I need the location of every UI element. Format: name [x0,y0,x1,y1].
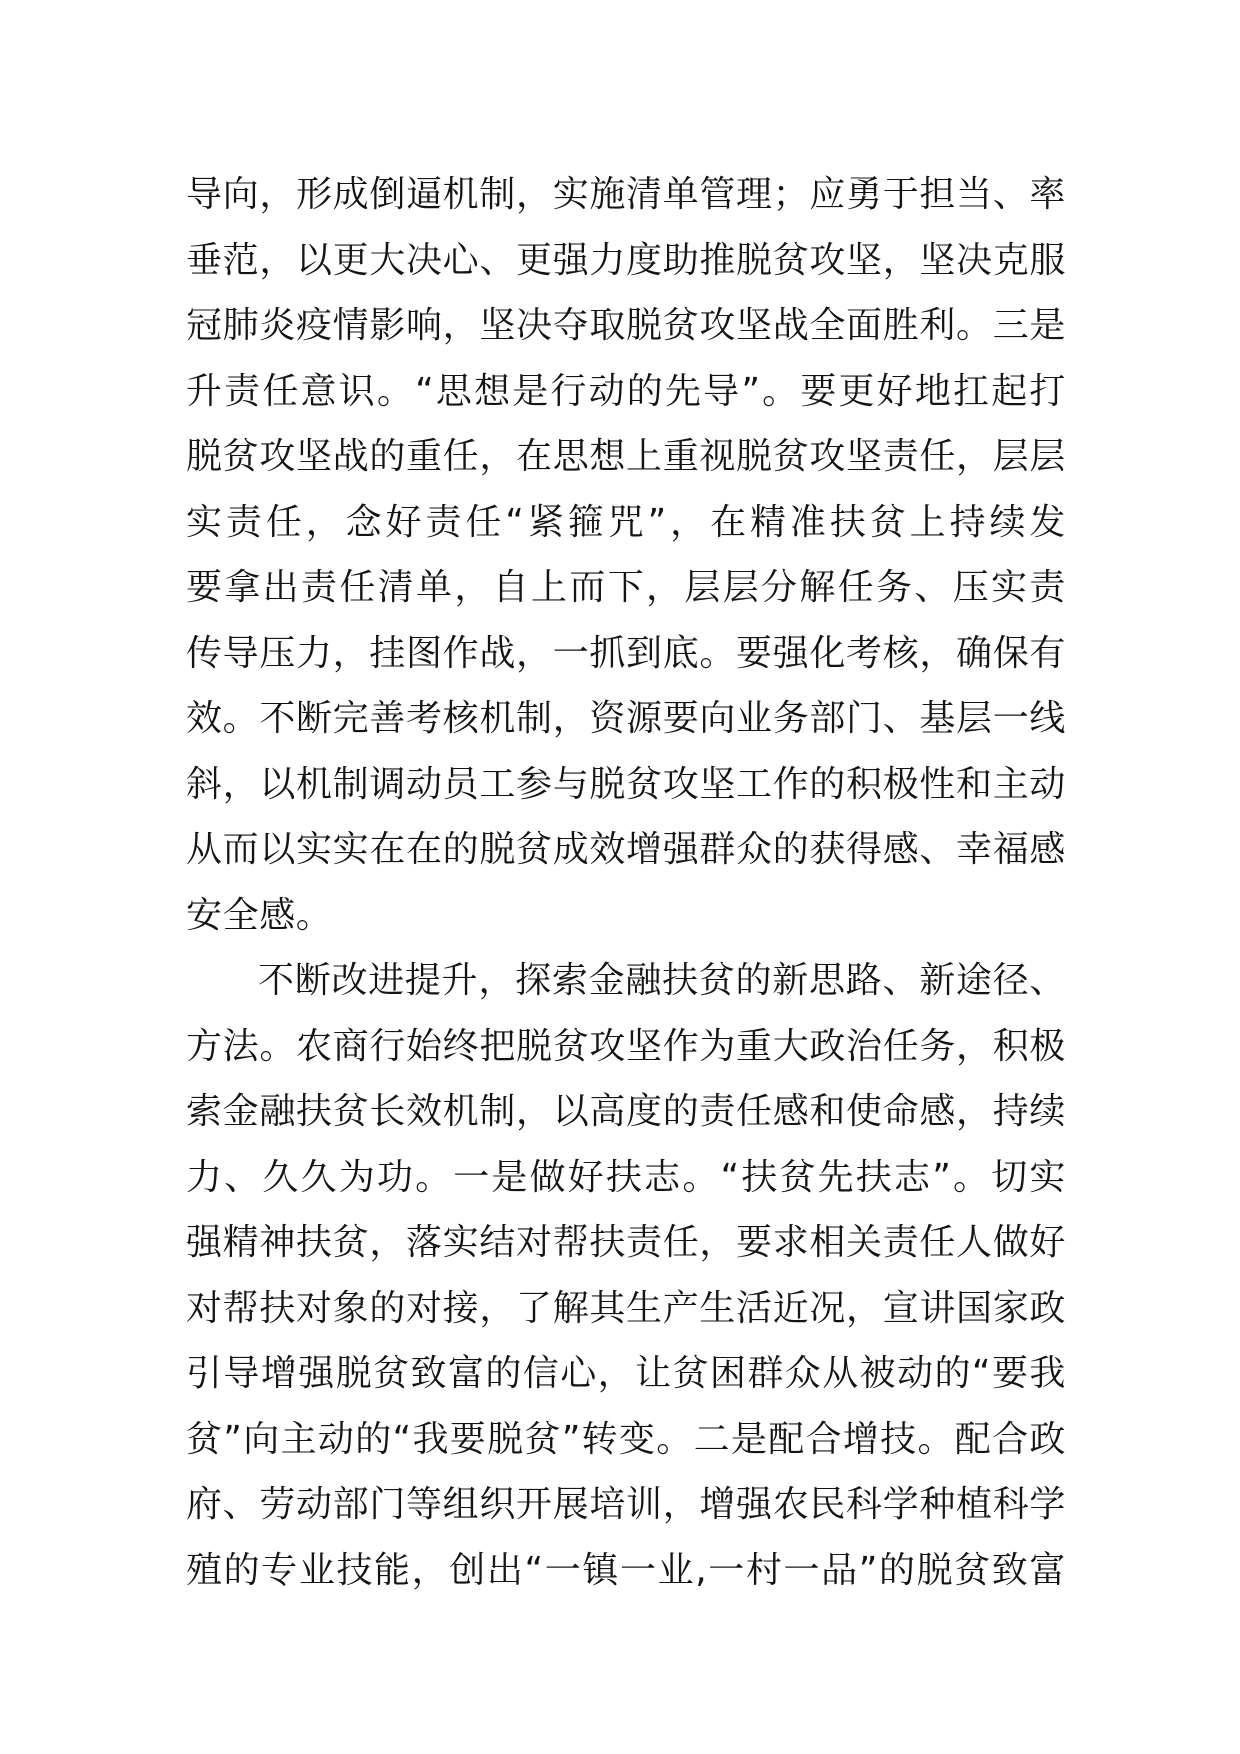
text-line: 导向，形成倒逼机制，实施清单管理；应勇于担当、率 [186,174,1066,215]
text-line: 垂范，以更大决心、更强力度助推脱贫攻坚，坚决克服 [186,239,1066,281]
body-text [186,162,1066,1603]
text-line: 殖的专业技能，创出“一镇一业,一村一品”的脱贫致富 [186,1549,1066,1591]
text-line: 实责任，念好责任“紧箍咒”，在精准扶贫上持续发 [186,501,1066,543]
paragraph-first-line: 不断改进提升，探索金融扶贫的新思路、新途径、 [258,960,1066,1001]
text-line: 传导压力，挂图作战，一抓到底。要强化考核，确保有 [186,632,1066,674]
text-line: 安全感。 [186,894,333,936]
text-line: 引导增强脱贫致富的信心，让贫困群众从被动的“要我 [186,1353,1066,1394]
text-line: 斜，以机制调动员工参与脱贫攻坚工作的积极性和主动 [186,763,1066,805]
text-line: 要拿出责任清单，自上而下，层层分解任务、压实责 [186,567,1066,608]
text-line: 对帮扶对象的对接，了解其生产生活近况，宣讲国家政 [186,1287,1066,1329]
text-line: 贫”向主动的“我要脱贫”转变。二是配合增技。配合政 [186,1418,1066,1460]
text-line: 效。不断完善考核机制，资源要向业务部门、基层一线 [186,698,1066,739]
text-line: 力、久久为功。一是做好扶志。“扶贫先扶志”。切实 [186,1156,1066,1198]
text-line: 府、劳动部门等组织开展培训，增强农民科学种植科学 [186,1484,1066,1525]
text-line: 升责任意识。“思想是行动的先导”。要更好地扛起打 [186,370,1066,412]
text-line: 脱贫攻坚战的重任，在思想上重视脱贫攻坚责任，层层 [186,436,1066,477]
text-line: 索金融扶贫长效机制，以高度的责任感和使命感，持续 [186,1091,1066,1132]
text-line: 方法。农商行始终把脱贫攻坚作为重大政治任务，积极 [186,1025,1066,1067]
text-line: 强精神扶贫，落实结对帮扶责任，要求相关责任人做好 [186,1222,1066,1263]
text-line: 从而以实实在在的脱贫成效增强群众的获得感、幸福感 [186,829,1066,870]
text-line: 冠肺炎疫情影响，坚决夺取脱贫攻坚战全面胜利。三是 [186,305,1066,346]
